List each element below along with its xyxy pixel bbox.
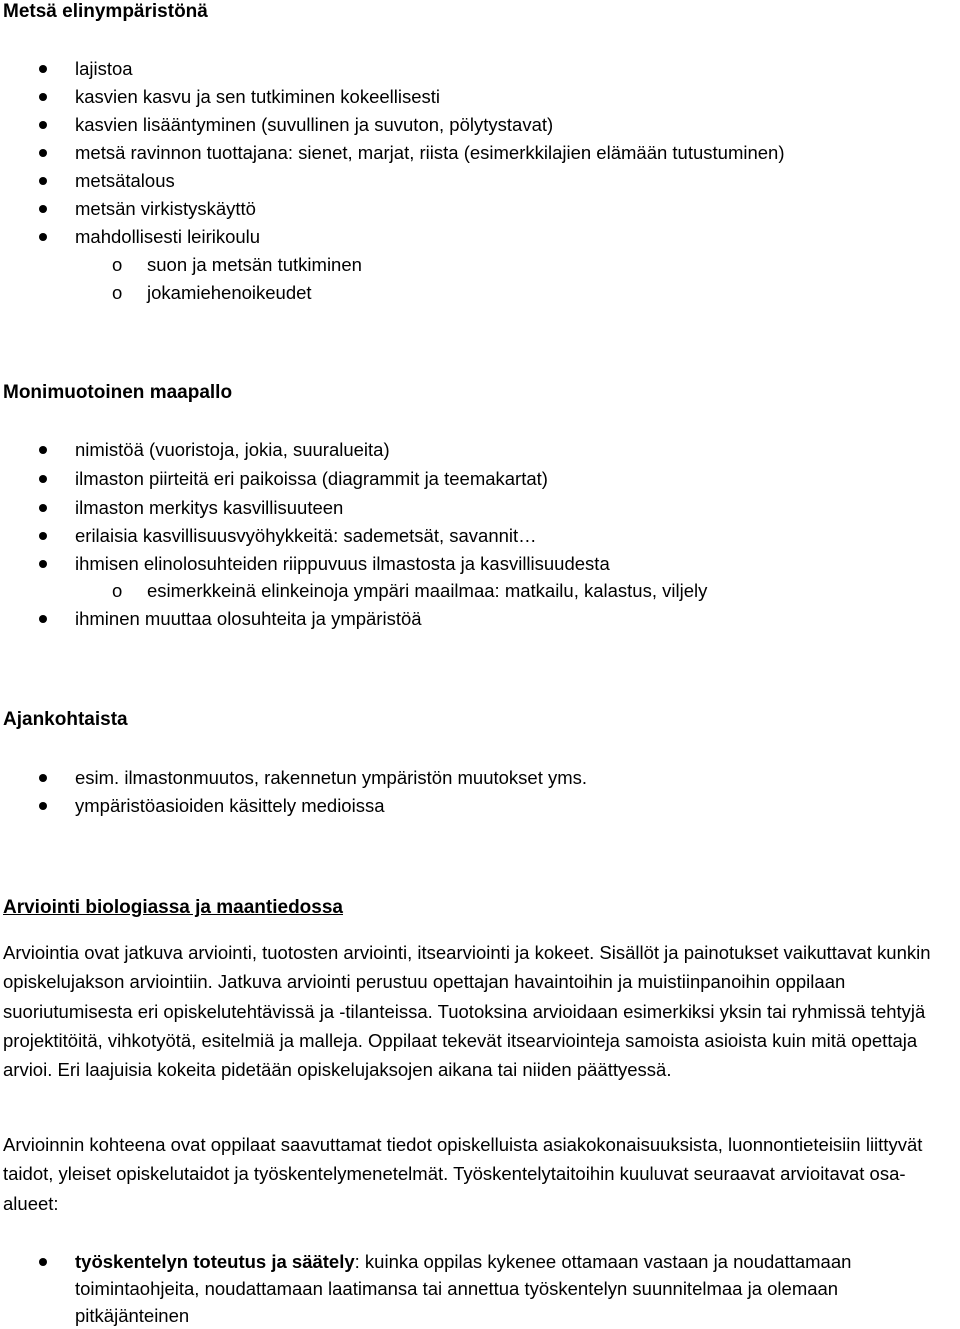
bullet-icon — [39, 233, 47, 241]
section-heading-monimuotoinen: Monimuotoinen maapallo — [3, 382, 233, 403]
section-heading-metsa: Metsä elinympäristönä — [3, 1, 208, 22]
list-item: mahdollisesti leirikoulu — [0, 223, 960, 251]
bullet-icon — [39, 475, 47, 483]
list-item: metsän virkistyskäyttö — [0, 195, 960, 223]
circle-bullet-icon: o — [112, 282, 123, 303]
bullet-icon — [39, 93, 47, 101]
list-item: metsätalous — [0, 167, 960, 195]
bullet-icon — [39, 560, 47, 568]
bullet-icon — [39, 205, 47, 213]
section-heading-ajankohtaista: Ajankohtaista — [3, 709, 128, 730]
circle-bullet-icon: o — [112, 254, 123, 275]
bullet-icon — [39, 149, 47, 157]
bold-term: työskentelyn toteutus ja säätely — [75, 1251, 355, 1272]
list-item: lajistoa — [0, 55, 960, 83]
bullet-icon — [39, 177, 47, 185]
list-item: ihminen muuttaa olosuhteita ja ympäristöä — [0, 605, 960, 633]
bullet-icon — [39, 774, 47, 782]
sub-list-item: o jokamiehenoikeudet — [0, 279, 960, 307]
bullet-icon — [39, 121, 47, 129]
bullet-icon — [39, 504, 47, 512]
bullet-icon — [39, 615, 47, 623]
list-item: nimistöä (vuoristoja, jokia, suuralueita) — [0, 436, 960, 464]
list-item: kasvien kasvu ja sen tutkiminen kokeellisesti — [0, 83, 960, 111]
bullet-icon — [39, 1258, 47, 1266]
list-item: ihmisen elinolosuhteiden riippuvuus ilmastosta ja kasvillisuudesta — [0, 550, 960, 578]
paragraph: Arvioinnin kohteena ovat oppilaat saavuttamat tiedot opiskelluista asiakokonaisuuksista, luonnontieteisiin liittyvät taidot, yleiset opiskelutaidot ja työskentelymenetelmät. Työskentelytaitoihin kuuluvat seuraavat arvioitavat osa-alueet: — [3, 1134, 923, 1214]
paragraph: Arviointia ovat jatkuva arviointi, tuotosten arviointi, itsearviointi ja kokeet. Sisällöt ja painotukset vaikuttavat kunkin opiskelujakson arviointiin. Jatkuva arviointi perustuu opettajan havaintoihin ja muistiinpanoihin oppilaan suoriutumisesta eri opiskelutehtävissä ja -tilanteissa. Tuotoksina arvioidaan esimerkiksi yksin tai ryhmissä tehtyjä projektitöitä, vihkotyötä, esitelmiä ja malleja. Oppilaat tekevät itsearviointeja samoista asioista kuin mitä opettaja arvioi. Eri laajuisia kokeita pidetään opiskelujaksojen aikana tai niiden päättyessä. — [3, 942, 931, 1081]
list-item: ilmaston piirteitä eri paikoissa (diagrammit ja teemakartat) — [0, 465, 960, 493]
list-item: ympäristöasioiden käsittely medioissa — [0, 792, 960, 820]
list-item: metsä ravinnon tuottajana: sienet, marjat, riista (esimerkkilajien elämään tutustuminen) — [0, 139, 960, 167]
bullet-icon — [39, 802, 47, 810]
list-item: ilmaston merkitys kasvillisuuteen — [0, 494, 960, 522]
sub-list-item: o esimerkkeinä elinkeinoja ympäri maailmaa: matkailu, kalastus, viljely — [0, 577, 960, 605]
term-description: : kuinka oppilas kykenee ottamaan vastaan ja noudattamaan toimintaohjeita, noudattamaan laatimansa tai annettua työskentelyn suunnitelmaa ja olemaan pitkäjänteinen — [75, 1251, 852, 1326]
circle-bullet-icon: o — [112, 580, 123, 601]
bullet-icon — [39, 532, 47, 540]
list-item: esim. ilmastonmuutos, rakennetun ympäristön muutokset yms. — [0, 764, 960, 792]
sub-list-item: o suon ja metsän tutkiminen — [0, 251, 960, 279]
section-heading-arviointi: Arviointi biologiassa ja maantiedossa — [3, 897, 343, 918]
list-item: erilaisia kasvillisuusvyöhykkeitä: sademetsät, savannit… — [0, 522, 960, 550]
list-item: kasvien lisääntyminen (suvullinen ja suvuton, pölytystavat) — [0, 111, 960, 139]
bullet-icon — [39, 65, 47, 73]
bullet-icon — [39, 446, 47, 454]
